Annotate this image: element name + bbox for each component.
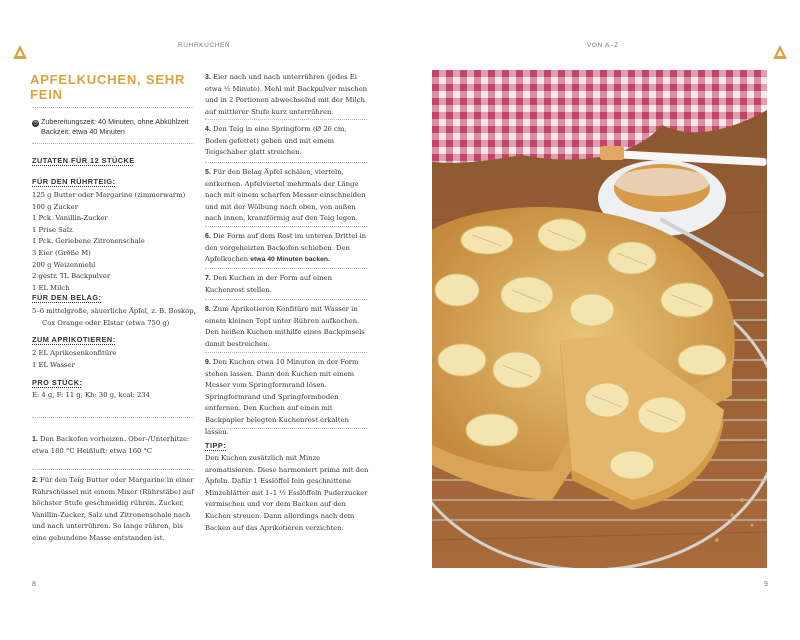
ingredient-item: 1 Pck. Vanillin-Zucker [32,214,108,223]
page-number-right: 9 [764,581,768,588]
step-number: 5. [205,169,211,176]
step-4 [205,124,369,159]
step-number: 9. [205,359,211,366]
ingredient-item: 1 EL Milch [32,283,70,292]
step-text: Für den Teig Butter oder Margarine in einer Rührschüssel mit einem Mixer (Rührstäbe) auf höchster Stufe geschmeidig rühren. Zucker, Vanillin-Zucker, Salz und Zitronenschale nach und nach unterrühren. So lange rühren, bis eine gebundene Masse entstanden ist. [32,476,194,542]
step-2 [32,475,194,545]
divider [205,428,367,429]
recipe-title: APFELKUCHEN, SEHR FEIN [30,72,186,102]
topping-ingredients [32,306,197,329]
step-number: 2. [32,477,38,484]
step-text: Den Teig in eine Springform (Ø 26 cm, Boden gefettet) geben und mit einem Teigschaber glatt streichen. [205,125,347,157]
ingredient-item: 100 g Zucker [32,202,78,211]
step-number: 3. [205,74,211,81]
step-number: 4. [205,126,211,133]
step-number: 1. [32,436,38,443]
divider [205,162,367,163]
ingredient-item: 5–6 mittelgroße, säuerliche Äpfel, z. B. Boskop, Cox Orange oder Elstar (etwa 750 g) [32,307,196,327]
thumb-index-right [772,44,788,60]
page-number-left: 8 [32,581,36,588]
prep-time: Zubereitungszeit: 40 Minuten, ohne Abkühlzeit [41,117,189,126]
step-text: Eier nach und nach unterrühren (jedes Ei etwa ½ Minute). Mehl mit Backpulver mischen und in 2 Portionen abwechselnd mit der Milch auf mittlerer Stufe kurz unterrühren. [205,73,368,116]
ingredient-item: 2 EL Aprikosenkonfitüre [32,349,117,357]
step-text: Den Kuchen etwa 10 Minuten in der Form stehen lassen. Dann den Kuchen mit einem Messer vom Springformrand lösen. Springformrand und Springformboden entfernen. Den Kuchen auf einen mit Backpapier belegten Kuchenrost erkalten lassen. [205,358,359,436]
divider [32,143,194,144]
prep-time-line [32,117,202,127]
ingredient-item: 1 EL Wasser [32,360,75,369]
step-text: Für den Belag Äpfel schälen, vierteln, entkernen. Apfelviertel mehrmals der Länge nach mit einem scharfen Messer einschneiden und mit der Wölbung nach oben, von außen nach innen, kranzförmig auf den Teig legen. [205,168,366,223]
step-text-bold: etwa 40 Minuten backen. [250,256,330,264]
running-head-left: RÜHRKUCHEN [178,42,231,49]
per-piece-heading: PRO STÜCK: [32,378,83,387]
step-3 [205,72,369,118]
step-number: 7. [205,275,211,282]
dough-ingredients [32,190,202,294]
divider [205,226,367,227]
nutrition-text: E: 4 g, F: 11 g, Kh: 30 g, kcal: 234 [32,391,150,399]
clock-icon: ◷ [33,120,38,126]
divider [205,352,367,353]
tip-heading: TIPP: [205,441,227,450]
ingredient-item: 1 Prise Salz [32,225,73,234]
divider [32,107,194,108]
step-text: Den Kuchen in der Form auf einen Kuchenrost stellen. [205,274,332,294]
thumb-index-left [12,44,28,60]
step-9 [205,357,369,438]
divider [205,119,367,120]
topping-heading: FÜR DEN BELAG: [32,293,102,302]
nutrition-values [32,390,202,402]
ingredient-item: 1 Pck. Geriebene Zitronenschale [32,237,145,246]
recipe-info [32,117,202,137]
apricot-ingredients [32,348,202,371]
running-head-right: VON A–Z [587,42,619,49]
divider [32,469,194,470]
divider [32,417,194,418]
step-text: Die Form auf dem Rost im unteren Drittel in den vorgeheizten Backofen schieben. Den Apfelkuchen [205,232,367,264]
divider [205,299,367,300]
step-1 [32,434,194,457]
tip-text: Den Kuchen zusätzlich mit Minze aromatisieren. Diese harmoniert prima mit den Äpfeln. Dafür 1 Esslöffel fein geschnittene Minzeblätter mit 1–1 ½ Esslöffeln Puderzucker vermischen und vor dem Backen auf den Kuchen streuen. Dann allerdings nach dem Backen auf das Aprikotieren verzichten. [205,454,369,532]
step-6 [205,231,369,266]
step-text: Zum Aprikotieren Konfitüre mit Wasser in einem kleinen Topf unter Rühren aufkochen. Den heißen Kuchen mithilfe eines Backpinsels damit bestreichen. [205,305,365,348]
ingredient-item: 2 gestr. TL Backpulver [32,272,111,281]
ingredients-heading: ZUTATEN FÜR 12 STÜCKE [32,156,135,165]
step-8 [205,304,369,350]
divider [205,268,367,269]
apple-cake-photo [432,70,767,568]
apricot-heading: ZUM APRIKOTIEREN: [32,335,116,344]
step-text: Den Backofen vorheizen. Ober-/Unterhitze: etwa 180 °C Heißluft: etwa 160 °C [32,435,190,455]
step-5 [205,167,369,225]
step-number: 6. [205,233,211,240]
ingredient-item: 200 g Weizenmehl [32,260,96,269]
step-7 [205,273,369,296]
bake-time: Backzeit: etwa 40 Minuten [41,127,125,136]
ingredient-item: 125 g Butter oder Margarine (zimmerwarm) [32,191,186,199]
step-number: 8. [205,306,211,313]
dough-heading: FÜR DEN RÜHRTEIG: [32,177,116,186]
ingredient-item: 3 Eier (Größe M) [32,248,91,257]
